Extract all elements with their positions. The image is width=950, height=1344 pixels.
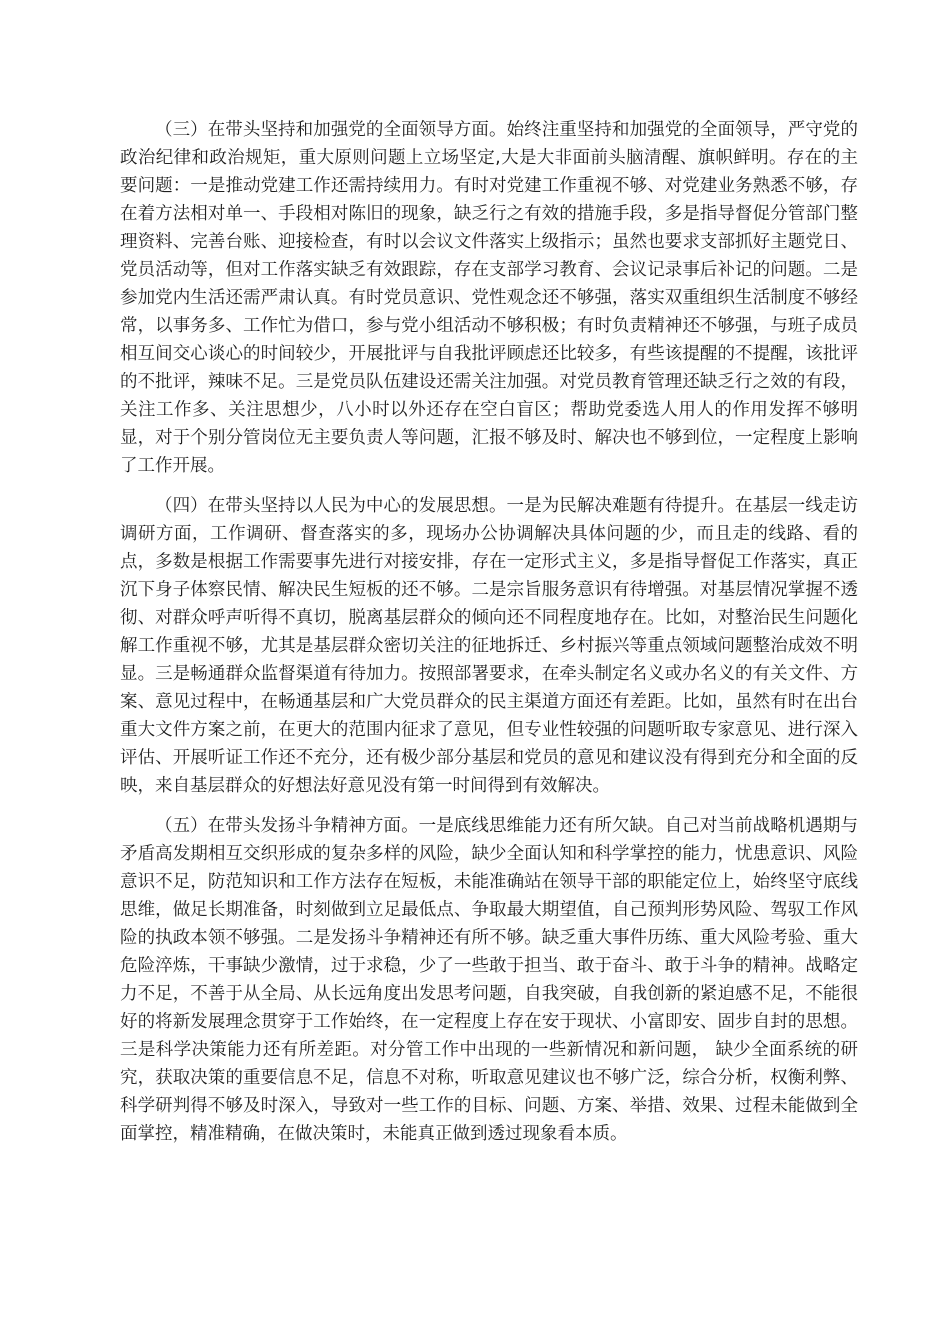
paragraph-section-3: （三）在带头坚持和加强党的全面领导方面。始终注重坚持和加强党的全面领导，严守党的政治纪律和政治规矩，重大原则问题上立场坚定,大是大非面前头脑清醒、旗帜鲜明。存在的主要问题：一是推动党建工作还需持续用力。有时对党建工作重视不够、对党建业务熟悉不够，存在着方法相对单一、手段相对陈旧的现象，缺乏行之有效的措施手段，多是指导督促分管部门整理资料、完善台账、迎接检查，有时以会议文件落实上级指示；虽然也要求支部抓好主题党日、党员活动等，但对工作落实缺乏有效跟踪，存在支部学习教育、会议记录事后补记的问题。二是参加党内生活还需严肃认真。有时党员意识、党性观念还不够强，落实双重组织生活制度不够经常，以事务多、工作忙为借口，参与党小组活动不够积极；有时负责精神还不够强，与班子成员相互间交心谈心的时间较少，开展批评与自我批评顾虑还比较多，有些该提醒的不提醒，该批评的不批评，辣味不足。三是党员队伍建设还需关注加强。对党员教育管理还缺乏行之效的有段，关注工作多、关注思想少，八小时以外还存在空白盲区；帮助党委选人用人的作用发挥不够明显，对于个别分管岗位无主要负责人等问题，汇报不够及时、解决也不够到位，一定程度上影响了工作开展。 [120, 120, 858, 476]
document-body [120, 116, 858, 1160]
paragraph-section-5: （五）在带头发扬斗争精神方面。一是底线思维能力还有所欠缺。自己对当前战略机遇期与矛盾高发期相互交织形成的复杂多样的风险，缺少全面认知和科学掌控的能力，忧患意识、风险意识不足，防范知识和工作方法存在短板，未能准确站在领导干部的职能定位上，始终坚守底线思维，做足长期准备，时刻做到立足最低点、争取最大期望值，自己预判形势风险、驾驭工作风险的执政本领不够强。二是发扬斗争精神还有所不够。缺乏重大事件历练、重大风险考验、重大危险淬炼，干事缺少激情，过于求稳，少了一些敢于担当、敢于奋斗、敢于斗争的精神。战略定力不足，不善于从全局、从长远角度出发思考问题，自我突破，自我创新的紧迫感不足，不能很好的将新发展理念贯穿于工作始终，在一定程度上存在安于现状、小富即安、固步自封的思想。三是科学决策能力还有所差距。对分管工作中出现的一些新情况和新问题， 缺少全面系统的研究，获取决策的重要信息不足，信息不对称，听取意见建议也不够广泛，综合分析，权衡利弊、科学研判得不够及时深入，导致对一些工作的目标、问题、方案、举措、效果、过程未能做到全面掌控，精准精确，在做决策时，未能真正做到透过现象看本质。 [120, 816, 858, 1144]
paragraph-section-4: （四）在带头坚持以人民为中心的发展思想。一是为民解决难题有待提升。在基层一线走访调研方面，工作调研、督查落实的多，现场办公协调解决具体问题的少，而且走的线路、看的点，多数是根据工作需要事先进行对接安排，存在一定形式主义，多是指导督促工作落实，真正沉下身子体察民情、解决民生短板的还不够。二是宗旨服务意识有待增强。对基层情况掌握不透彻、对群众呼声听得不真切，脱离基层群众的倾向还不同程度地存在。比如，对整治民生问题化解工作重视不够，尤其是基层群众密切关注的征地拆迁、乡村振兴等重点领域问题整治成效不明显。三是畅通群众监督渠道有待加力。按照部署要求，在牵头制定名义或办名义的有关文件、方案、意见过程中，在畅通基层和广大党员群众的民主渠道方面还有差距。比如，虽然有时在出台重大文件方案之前，在更大的范围内征求了意见，但专业性较强的问题听取专家意见、进行深入评估、开展听证工作还不充分，还有极少部分基层和党员的意见和建议没有得到充分和全面的反映，来自基层群众的好想法好意见没有第一时间得到有效解决。 [120, 496, 858, 796]
